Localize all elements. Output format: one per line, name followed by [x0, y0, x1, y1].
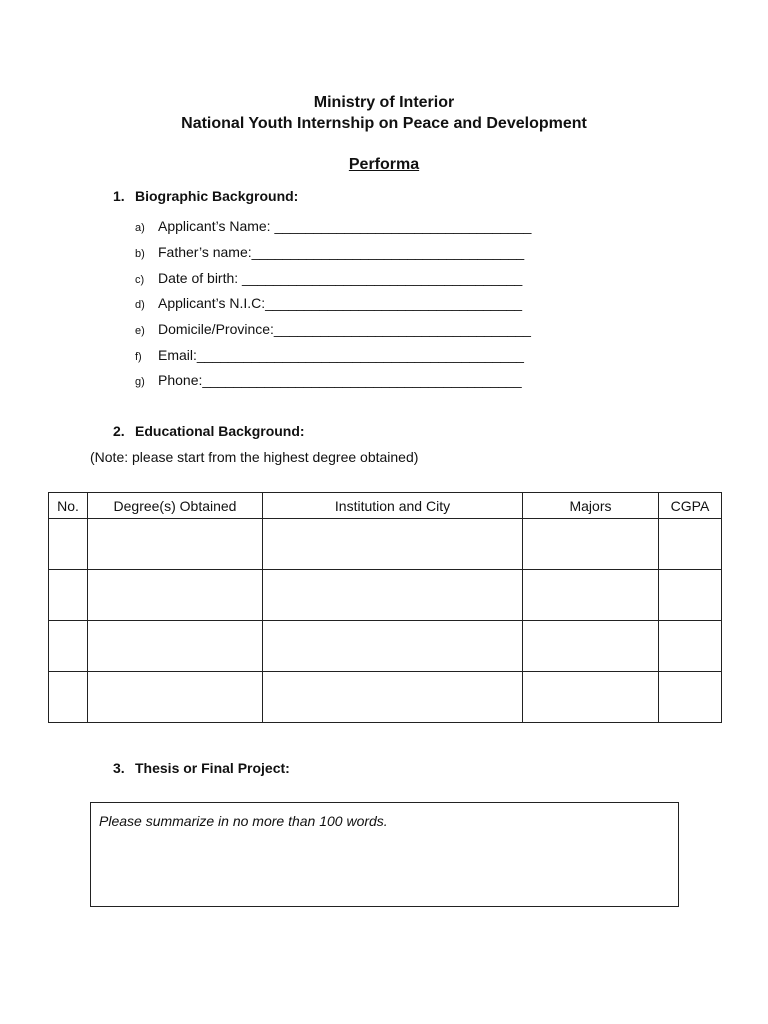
cell-institution[interactable] [263, 672, 523, 723]
cell-majors[interactable] [523, 570, 659, 621]
form-title-wrap [0, 156, 768, 174]
field-date-of-birth[interactable] [135, 268, 522, 288]
thesis-summary-placeholder: Please summarize in no more than 100 words. [99, 813, 388, 829]
cell-cgpa[interactable] [659, 519, 722, 570]
header-no: No. [49, 493, 88, 519]
thesis-summary-box[interactable] [90, 802, 679, 907]
field-phone[interactable] [135, 370, 522, 390]
field-domicile-province[interactable] [135, 319, 531, 339]
education-table [48, 492, 722, 723]
field-text: Email:__________________________________________ [158, 347, 524, 363]
field-applicant-name[interactable] [135, 216, 531, 236]
field-marker: c) [135, 274, 145, 286]
cell-majors[interactable] [523, 519, 659, 570]
cell-cgpa[interactable] [659, 621, 722, 672]
cell-no[interactable] [49, 519, 88, 570]
field-email[interactable] [135, 345, 524, 365]
field-marker: b) [135, 248, 145, 260]
section-3-title: Thesis or Final Project: [135, 760, 290, 776]
table-row [49, 621, 722, 672]
cell-degree[interactable] [88, 570, 263, 621]
header-institution: Institution and City [263, 493, 523, 519]
field-text: Applicant’s Name: _________________________________ [158, 218, 532, 234]
cell-majors[interactable] [523, 672, 659, 723]
header-cgpa: CGPA [659, 493, 722, 519]
cell-no[interactable] [49, 621, 88, 672]
field-text: Applicant’s N.I.C:_________________________________ [158, 295, 523, 311]
form-title: Performa [348, 156, 420, 173]
table-header-row [49, 493, 722, 519]
cell-institution[interactable] [263, 570, 523, 621]
program-title: National Youth Internship on Peace and Development [181, 115, 587, 132]
table-row [49, 519, 722, 570]
section-2-title: Educational Background: [135, 423, 305, 439]
section-3-number: 3. [113, 760, 125, 776]
section-1-heading [113, 188, 298, 204]
section-3-heading [113, 760, 290, 776]
cell-cgpa[interactable] [659, 570, 722, 621]
cell-cgpa[interactable] [659, 672, 722, 723]
header-degree: Degree(s) Obtained [88, 493, 263, 519]
section-1-title: Biographic Background: [135, 188, 299, 204]
field-text: Father’s name:___________________________________ [158, 244, 525, 260]
field-father-name[interactable] [135, 242, 524, 262]
cell-majors[interactable] [523, 621, 659, 672]
cell-institution[interactable] [263, 621, 523, 672]
cell-degree[interactable] [88, 672, 263, 723]
field-marker: f) [135, 351, 142, 363]
field-marker: e) [135, 325, 145, 337]
table-row [49, 570, 722, 621]
field-text: Phone:_________________________________________ [158, 372, 522, 388]
field-marker: d) [135, 299, 145, 311]
cell-institution[interactable] [263, 519, 523, 570]
field-text: Date of birth: ____________________________________ [158, 270, 523, 286]
table-row [49, 672, 722, 723]
cell-no[interactable] [49, 672, 88, 723]
ministry-title: Ministry of Interior [313, 94, 455, 111]
section-2-number: 2. [113, 423, 125, 439]
section-2-heading [113, 423, 305, 439]
cell-degree[interactable] [88, 519, 263, 570]
field-marker: g) [135, 376, 145, 388]
header-majors: Majors [523, 493, 659, 519]
cell-no[interactable] [49, 570, 88, 621]
education-note: (Note: please start from the highest degree obtained) [90, 449, 419, 465]
section-1-number: 1. [113, 188, 125, 204]
field-marker: a) [135, 222, 145, 234]
field-applicant-nic[interactable] [135, 293, 522, 313]
cell-degree[interactable] [88, 621, 263, 672]
field-text: Domicile/Province:_________________________________ [158, 321, 531, 337]
